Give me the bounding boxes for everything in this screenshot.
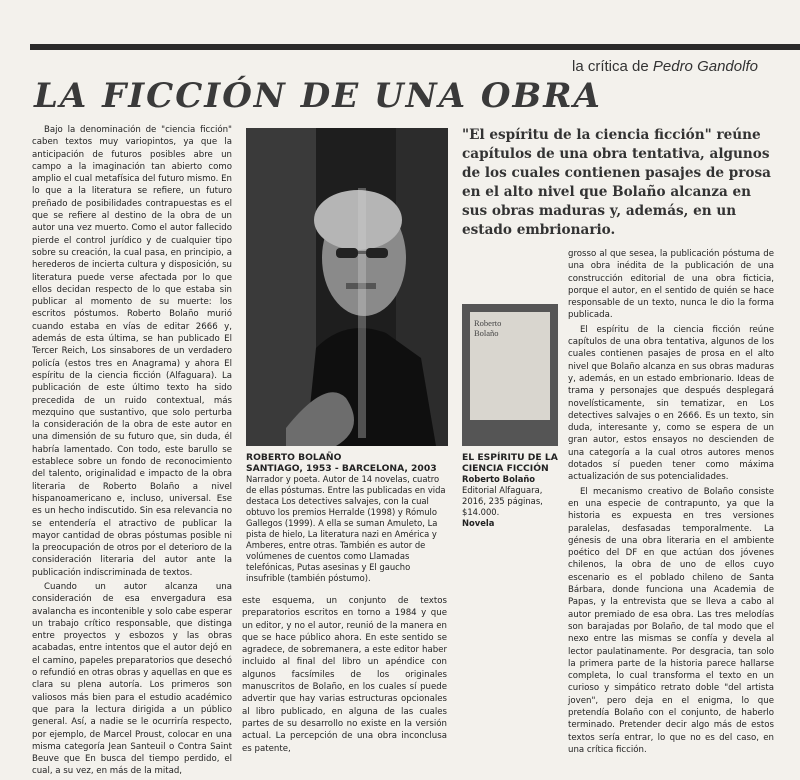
caption-text: Narrador y poeta. Autor de 14 novelas, cuatro de ellas póstumas. Entre las publicadas en vida destaca Los detectives salvajes, con la cual obtuvo los premios Herralde (1998) y Rómulo Gallegos (1999). A ella se suman Amuleto, La pista de hielo, La literatura nazi en América y Amberes, entre otras. También es autor de volúmenes de cuentos como Llamadas telefónicas, Putas asesinas y El gaucho insufrible (también póstumo). [246, 474, 446, 583]
book-cover [462, 304, 558, 446]
top-rule [30, 44, 800, 50]
article-paragraph: grosso al que sesea, la publicación póstuma de una obra inédita de la publicación de una construcción editorial de una obra ficticia, porque el autor, en el sentido de quién se hace responsable de un texto, nunca le dio la forma publicada. [568, 249, 774, 321]
author-portrait-image [246, 128, 448, 446]
byline [572, 58, 758, 75]
caption-name: ROBERTO BOLAÑO [246, 452, 342, 463]
photo-caption [246, 452, 450, 584]
book-price: $14.000. [462, 507, 500, 517]
book-cover-panel [470, 312, 550, 420]
book-genre: Novela [462, 518, 495, 528]
book-cover-author-last: Bolaño [474, 328, 499, 338]
article-paragraph: este esquema, un conjunto de textos preparatorios escritos en torno a 1984 y que un editor, y no el autor, reunió de la manera en que se hace público ahora. En este sentido se agradece, de sobremanera, a este editor haber incluido al final del libro un apéndice con algunos facsímiles de los originales manuscritos de Bolaño, en los cuales sí puede advertir que hay varias estructuras opcionales al libro publicado, en alguna de las cuales partes de su desarrollo no existe en la versión actual. La percepción de una obra inconclusa es patente, [242, 596, 447, 754]
book-details: 2016, 235 páginas, [462, 496, 543, 506]
byline-author: Pedro Gandolfo [652, 58, 758, 75]
author-photo [246, 128, 448, 446]
article-paragraph: Cuando un autor alcanza una consideración de esa envergadura esa avalancha es incontenible y solo cabe esperar un trabajo crítico responsable, que distinga entre proyectos y esbozos y las obras acabadas, entre intentos que el autor dejó en el camino, papeles preparatorios que desechó o refundió en otras obras y aquellas en que es clara su plena autoría. Los primeros son valiosos más bien para el estudio académico que para la lectura dirigida a un público general. Así, a nadie se le ocurriría respecto, por ejemplo, de Marcel Proust, colocar en una misma categoría Jean Santeuil o Contra Saint Beuve que En busca del tiempo perdido, el cual, a su vez, en más de la mitad, [32, 581, 232, 777]
caption-dates: SANTIAGO, 1953 - BARCELONA, 2003 [246, 463, 437, 474]
book-cover-author-first: Roberto [474, 318, 502, 328]
article-paragraph: El mecanismo creativo de Bolaño consiste en una especie de contrapunto, ya que la historia es expuesta en tres versiones paralelas, desfasadas temporalmente. La génesis de una obra literaria en el ambiente poético del DF en que actúan dos jóvenes chilenos, la obra de uno de ellos cuyo escenario es el poblado chileno de Santa Bárbara, donde funciona una Academia de Papas, y la entrevista que se lleva a cabo al autor premiado de esa obra. Las tres melodías son barajadas por Bolaño, de tal modo que el nexo entre las mismas se confía y devela al lector paulatinamente. Por desgracia, tan solo la primera parte de la historia parece hallarse completa, lo cual transforma el texto en un curioso y simpático retrato doble "del artista joven", pero deja en el enigma, lo que pretendía Bolaño con el conjunto, de haberlo terminado. Pretender decir algo más de estos textos sería entrar, lo que no es del caso, en una crítica ficción. [568, 486, 774, 755]
headline: LA FICCIÓN DE UNA OBRA [34, 76, 602, 116]
article-column-middle [242, 595, 447, 757]
article-paragraph: Bajo la denominación de "ciencia ficción" caben textos muy variopintos, ya que la anticipación de futuros posibles abre un campo a la imaginación tan abierto como amplio el cual metafísica del futuro mismo. En lo que a la literatura se refiere, un futuro preñado de posibilidades contrapuestas es el que se refiere al destino de la obra de un autor una vez muerto. Como el autor fallecido pierde el control jurídico y de cualquier tipo sobre su creación, la cual pasa, en principio, a herederos de incierta cultura y disposición, su literatura puede verse afectada por lo que ellos decidan respecto de lo que estaba sin publicar al momento de su muerte: los escritos póstumos. Roberto Bolaño murió cuando estaba en vías de editar 2666 y, además de esta última, se han publicado El Tercer Reich, Los sinsabores de un verdadero policía (estos tres en Anagrama) y ahora El espíritu de la ciencia ficción (Alfaguara). La publicación de este último texto ha sido precedida de un ruido contextual, más mezquino que sustantivo, que solo perturba la consideración de la obra de este autor en una dimensión de su futuro que, sin duda, él habría lamentado. Con todo, este barullo se establece sobre un fondo de reconocimiento del talento, originalidad e impacto de la obra literaria de Roberto Bolaño a nivel hispanoamericano e, incluso, universal. Ese es un hecho indiscutido. Sin esa relevancia no se entendería el atractivo de publicar la mayor cantidad de obras póstumas posible ni la preocupación de otros por el deterioro de la consideración literaria del autor ante la publicación indiscriminada de textos. [32, 125, 232, 578]
article-paragraph: El espíritu de la ciencia ficción reúne capítulos de una obra tentativa, algunos de los cuales contienen pasajes de prosa en el alto nivel que Bolaño alcanza en sus obras maduras y, además, en un estado embrionario. Ideas de trama y personajes que después desplegará novelísticamente, sin tematizar, en Los detectives salvajes o en 2666. Es un texto, sin duda, interesante y, como se espera de un gran autor, estos ensayos no descienden de una categoría a la cual otros autores menos dotados sí pueden tener como máxima actualización de sus potencialidades. [568, 324, 774, 483]
book-author: Roberto Bolaño [462, 474, 536, 484]
article-column-left [32, 124, 232, 780]
article-column-right [568, 248, 774, 758]
byline-prefix: la crítica de [572, 58, 649, 75]
book-info [462, 452, 562, 529]
pull-quote: "El espíritu de la ciencia ficción" reúne capítulos de una obra tentativa, algunos de los cuales contienen pasajes de prosa en el alto nivel que Bolaño alcanza en sus obras maduras y, además, en un estado embrionario. [462, 127, 771, 238]
book-title: EL ESPÍRITU DE LA CIENCIA FICCIÓN [462, 452, 558, 474]
book-publisher: Editorial Alfaguara, [462, 485, 543, 495]
book-cover-author [474, 318, 546, 338]
